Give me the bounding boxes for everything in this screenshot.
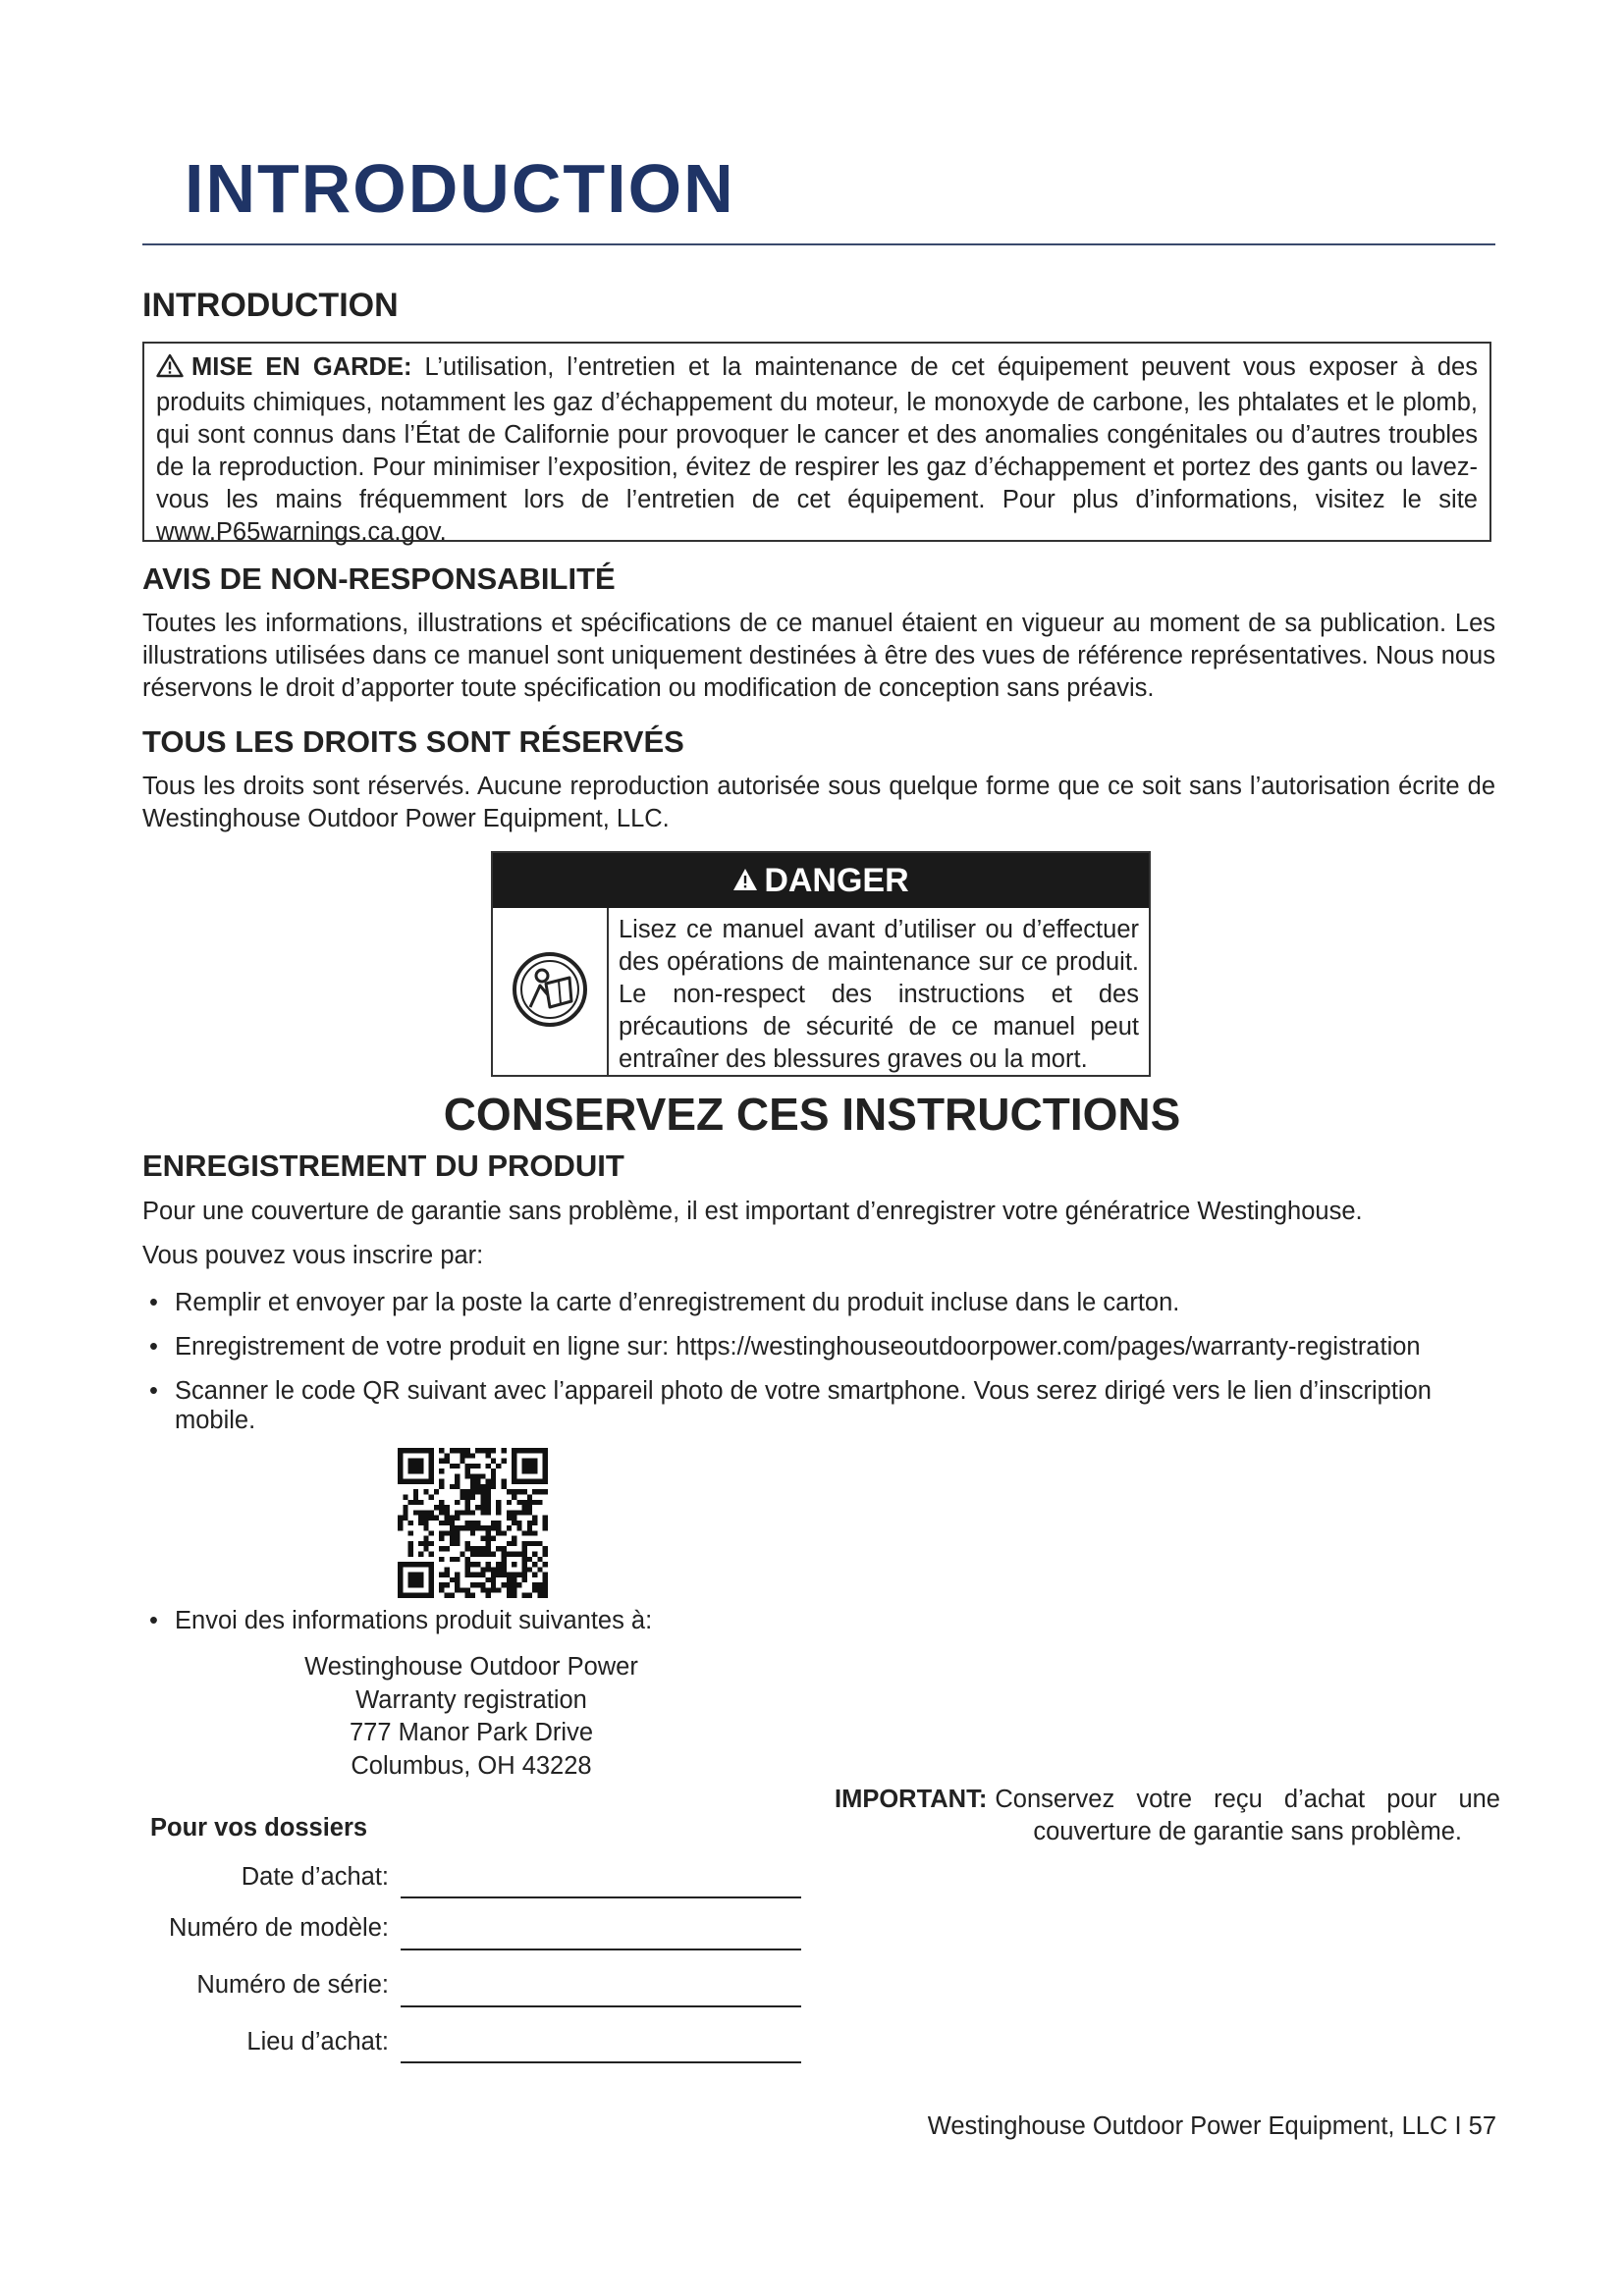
danger-text: Lisez ce manuel avant d’utiliser ou d’effectuer des opérations de maintenance sur ce produit. Le non-respect des instructions et des précautions de sécurité de ce manuel peut entraîner des blessures graves ou la mort. — [619, 916, 1139, 1073]
address-line: Warranty registration — [355, 1685, 587, 1714]
bullet-item: • Envoi des informations produit suivantes à: — [149, 1606, 1494, 1635]
purchase-place-field[interactable] — [401, 2061, 801, 2063]
mailing-address — [295, 1651, 648, 1783]
records-heading: Pour vos dossiers — [150, 1814, 368, 1842]
important-text: Conservez votre reçu d’achat pour une couverture de garantie sans problème. — [995, 1786, 1500, 1845]
model-number-field[interactable] — [401, 1949, 801, 1950]
registration-intro: Pour une couverture de garantie sans problème, il est important d’enregistrer votre génératrice Westinghouse. — [142, 1198, 1363, 1225]
intro-heading: INTRODUCTION — [142, 287, 399, 324]
qr-code — [398, 1448, 548, 1598]
danger-header — [493, 853, 1149, 908]
warning-paragraph — [156, 351, 1478, 549]
danger-triangle-icon — [732, 862, 758, 900]
danger-icon-cell — [493, 908, 609, 1075]
page-title: INTRODUCTION — [185, 150, 735, 227]
rights-text: Tous les droits sont réservés. Aucune reproduction autorisée sous quelque forme que ce soit sans l’autorisation écrite de Westinghouse Outdoor Power Equipment, LLC. — [142, 773, 1495, 832]
bullet-text: Remplir et envoyer par la poste la carte d’enregistrement du produit incluse dans le carton. — [175, 1289, 1180, 1316]
danger-label: DANGER — [764, 861, 909, 899]
purchase-date-field[interactable] — [401, 1896, 801, 1898]
title-divider — [142, 243, 1495, 245]
serial-number-field[interactable] — [401, 2005, 801, 2007]
important-label: IMPORTANT: — [835, 1786, 988, 1813]
bullet-item: • Scanner le code QR suivant avec l’appareil photo de votre smartphone. Vous serez dirigé vers le lien d’inscription mobile. — [149, 1376, 1494, 1435]
read-manual-icon — [511, 950, 589, 1034]
page-footer: Westinghouse Outdoor Power Equipment, LLC I 57 — [927, 2112, 1496, 2140]
important-note — [835, 1784, 1500, 1848]
registration-heading: ENREGISTREMENT DU PRODUIT — [142, 1148, 624, 1183]
save-instructions-title: CONSERVEZ CES INSTRUCTIONS — [443, 1089, 1181, 1140]
warning-text: L’utilisation, l’entretien et la maintenance de cet équipement peuvent vous exposer à des produits chimiques, notamment les gaz d’échappement du moteur, le monoxyde de carbone, les phtalates et le plomb, qui sont connus dans l’État de Californie pour provoquer le cancer et des anomalies congénitales ou d’autres troubles de la reproduction. Pour minimiser l’exposition, évitez de respirer les gaz d’échappement et portez des gants ou lavez-vous les mains fréquemment lors de l’entretien de cet équipement. Pour plus d’informations, visitez le site www.P65warnings.ca.gov. — [156, 353, 1478, 546]
warning-box — [142, 342, 1491, 546]
address-line: Columbus, OH 43228 — [351, 1751, 592, 1780]
warning-label: MISE EN GARDE: — [191, 353, 412, 381]
disclaimer-heading: AVIS DE NON-RESPONSABILITÉ — [142, 561, 616, 596]
serial-number-label: Numéro de série: — [196, 1971, 389, 1999]
bullet-text: Enregistrement de votre produit en ligne sur: https://westinghouseoutdoorpower.com/pages/warranty-registration — [175, 1333, 1421, 1361]
danger-box — [491, 851, 1151, 1077]
model-number-label: Numéro de modèle: — [169, 1914, 389, 1942]
registration-sub: Vous pouvez vous inscrire par: — [142, 1242, 484, 1269]
disclaimer-text: Toutes les informations, illustrations et spécifications de ce manuel étaient en vigueur au moment de sa publication. Les illustrations utilisées dans ce manuel sont uniquement destinées à être des vues de référence représentatives. Nous nous réservons le droit d’apporter toute spécification ou modification de conception sans préavis. — [142, 610, 1495, 702]
address-line: 777 Manor Park Drive — [349, 1719, 593, 1746]
rights-heading: TOUS LES DROITS SONT RÉSERVÉS — [142, 724, 684, 759]
purchase-date-label: Date d’achat: — [241, 1863, 389, 1891]
bullet-text: Envoi des informations produit suivantes à: — [175, 1607, 653, 1634]
bullet-text: Scanner le code QR suivant avec l’appareil photo de votre smartphone. Vous serez dirigé vers le lien d’inscription mobile. — [175, 1377, 1432, 1434]
bullet-item: • Enregistrement de votre produit en ligne sur: https://westinghouseoutdoorpower.com/pages/warranty-registration — [149, 1332, 1494, 1362]
warning-triangle-icon — [156, 353, 184, 387]
bullet-item: • Remplir et envoyer par la poste la carte d’enregistrement du produit incluse dans le carton. — [149, 1288, 1494, 1317]
purchase-place-label: Lieu d’achat: — [246, 2028, 389, 2056]
address-line: Westinghouse Outdoor Power — [304, 1653, 638, 1681]
